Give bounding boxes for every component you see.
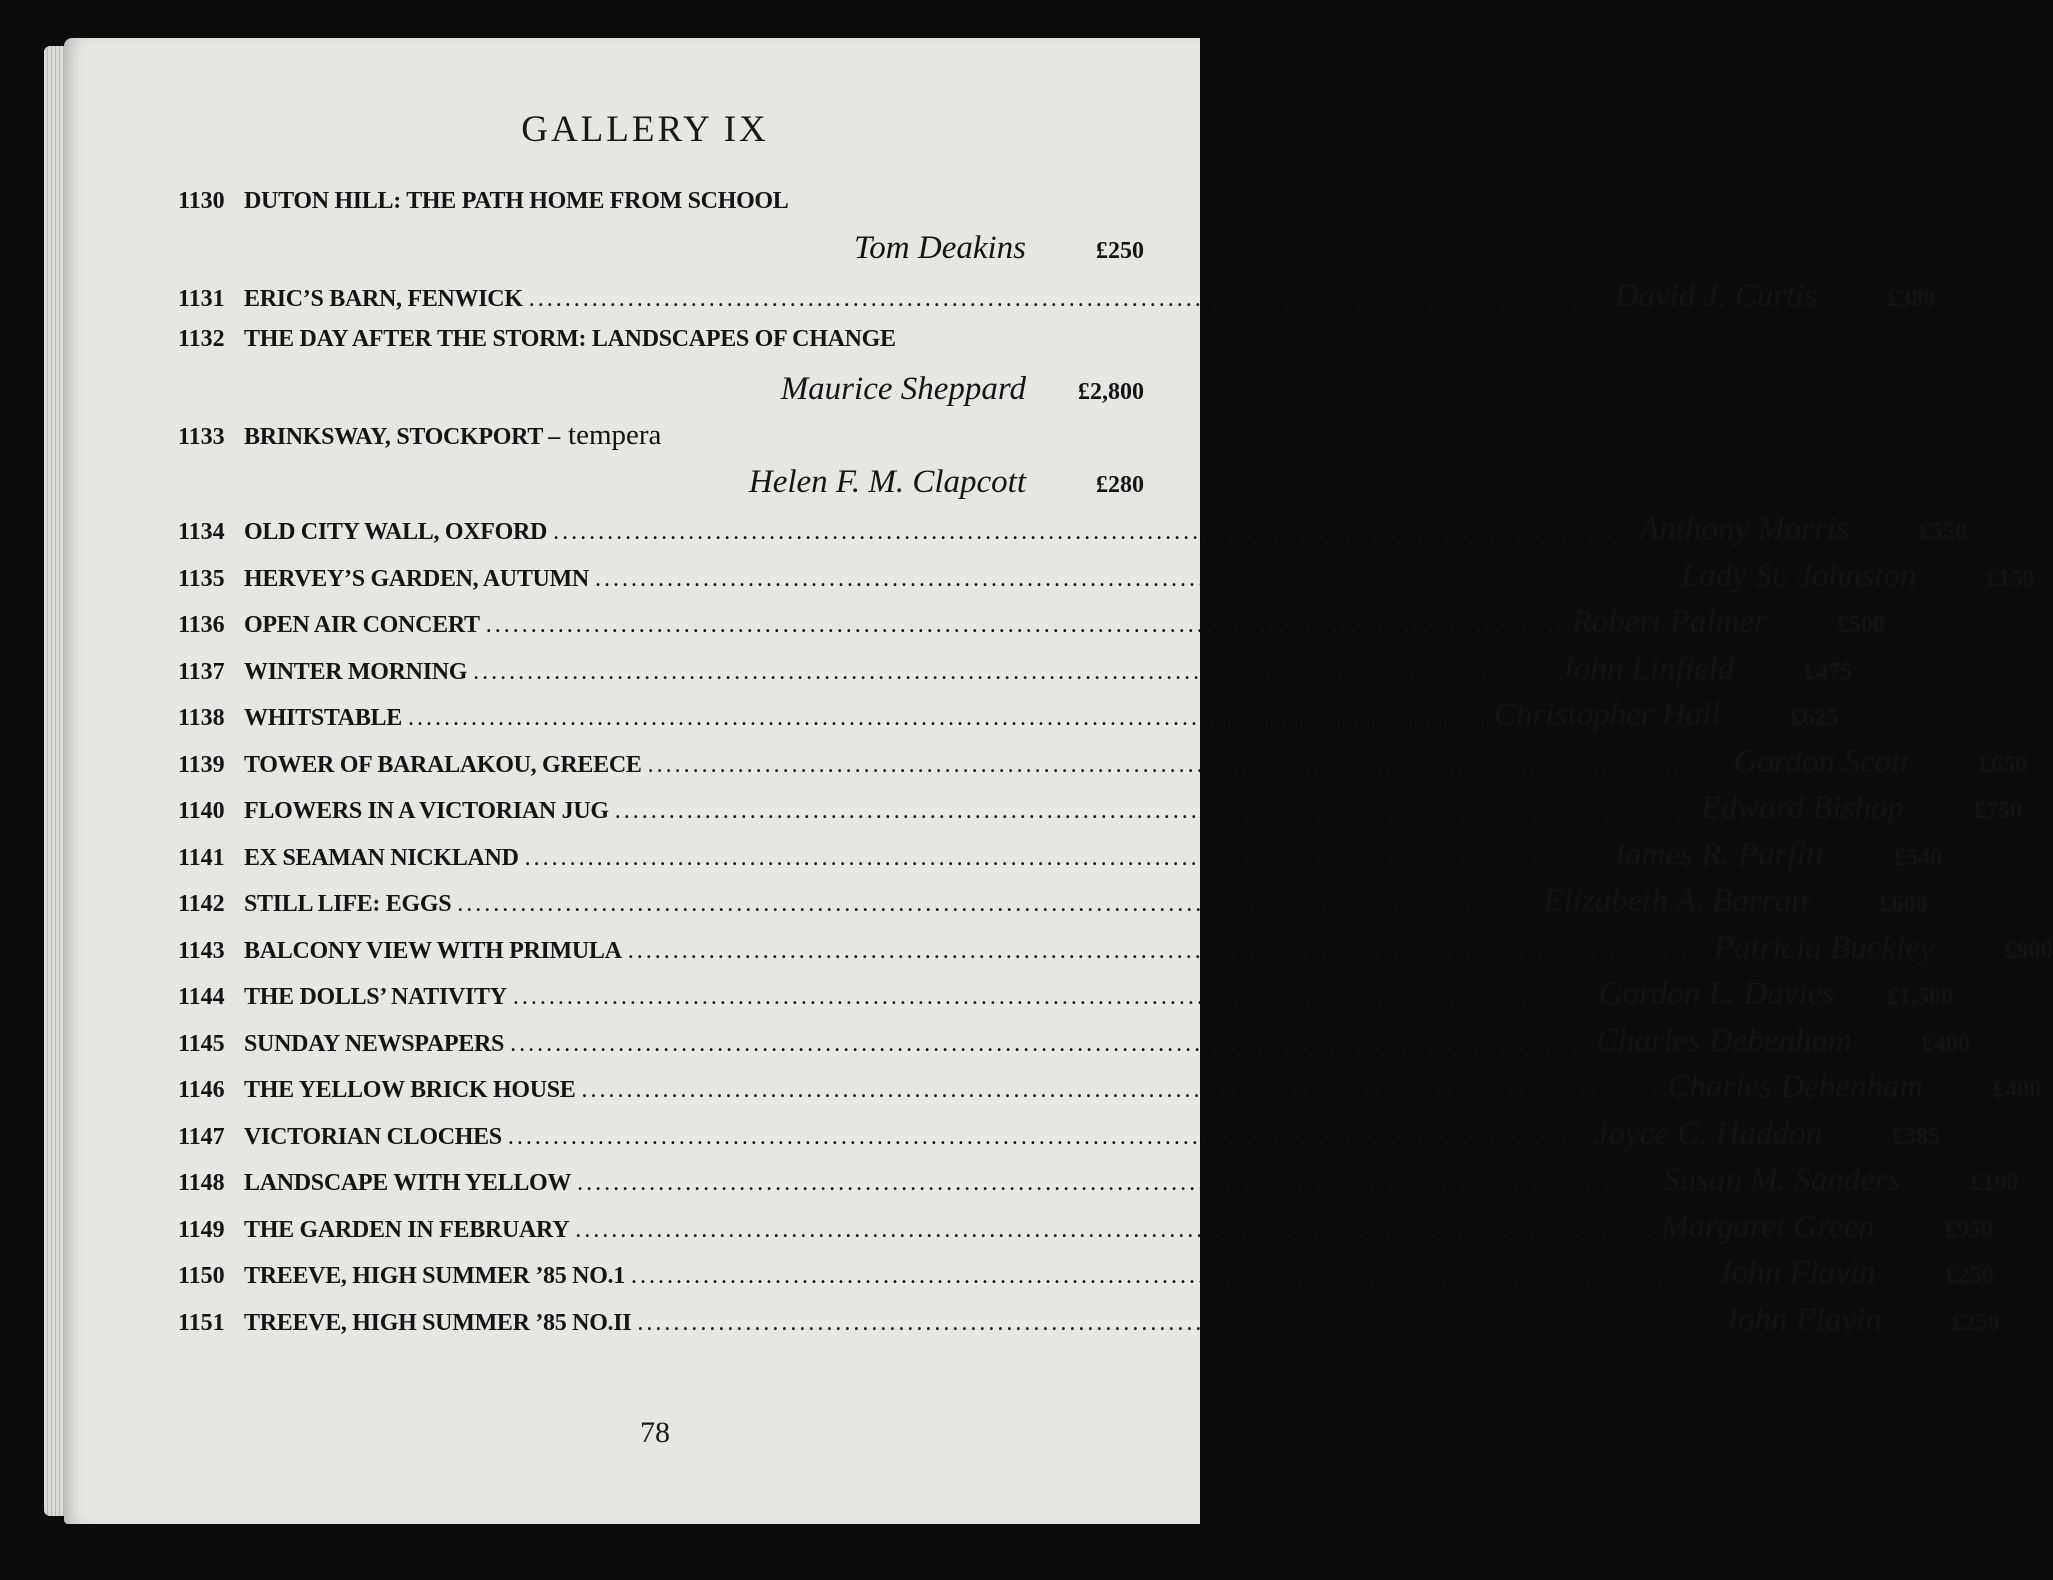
entry-title: VICTORIAN CLOCHES (244, 1123, 502, 1150)
leader-dots: ........................................................................................................................ (473, 658, 1554, 685)
leader-dots: ........................................................................................................................ (524, 844, 1605, 871)
leader-dots: ........................................................................................................................ (630, 1263, 1711, 1289)
entry-price: £900 (2004, 937, 2053, 964)
entry-price: £190 (1970, 1170, 2019, 1196)
catalogue-entry (178, 1301, 2000, 1346)
entry-number: 1144 (178, 984, 225, 1010)
entry-title: EX SEAMAN NICKLAND (244, 844, 519, 871)
entry-price: £1,500 (1887, 984, 1954, 1010)
entry-artist: Edward Bishop (1700, 790, 1904, 826)
catalogue-entry (178, 883, 1928, 927)
entry-artist: John Flavin (1723, 1301, 1882, 1338)
entry-number: 1148 (178, 1170, 225, 1196)
entry-artist: Gordon L. Davies (1598, 976, 1836, 1012)
entry-artist: John Linfield (1559, 650, 1735, 687)
entry-price: £950 (1944, 1216, 1993, 1243)
entry-artist: Margaret Green (1661, 1208, 1875, 1245)
entry-artist: Gordon Scott (1733, 743, 1910, 780)
entry-title: WHITSTABLE (244, 705, 402, 731)
entry-artist: Elizabeth A. Barratt (1543, 883, 1810, 919)
entry-price: £500 (1836, 612, 1885, 638)
catalogue-entry (178, 188, 1144, 232)
entry-number: 1139 (178, 751, 225, 778)
entry-artist: John Flavin (1716, 1255, 1876, 1291)
entry-number: 1136 (178, 612, 225, 638)
catalogue-entry (178, 697, 1839, 741)
entry-title: THE DOLLS’ NATIVITY (244, 984, 507, 1010)
gallery-heading: GALLERY IX (521, 109, 769, 150)
leader-dots: ........................................................................................................................ (637, 1309, 1718, 1336)
entry-title: ERIC’S BARN, FENWICK (244, 286, 523, 312)
leader-dots: ........................................................................................................................ (614, 798, 1695, 824)
entry-number: 1131 (178, 286, 225, 312)
entry-number: 1143 (178, 937, 225, 964)
entry-title: TREEVE, HIGH SUMMER ’85 NO.1 (244, 1263, 625, 1289)
entry-price: £385 (1892, 1123, 1941, 1150)
entry-title: THE YELLOW BRICK HOUSE (244, 1077, 576, 1103)
entry-price: £150 (1986, 565, 2035, 592)
leader-dots: ........................................................................................................................ (577, 1170, 1658, 1196)
entry-artist: Robert Palmer (1571, 604, 1767, 640)
entry-artist: Anthony Morris (1639, 511, 1849, 547)
catalogue-entry (178, 650, 1853, 695)
entry-price: £250 (1096, 238, 1144, 264)
entry-number: 1140 (178, 798, 225, 824)
leader-dots: ........................................................................................................................ (594, 565, 1675, 592)
leader-dots: ........................................................................................................................ (485, 612, 1566, 638)
entry-price: £650 (1979, 751, 2028, 778)
entry-price: £625 (1790, 705, 1839, 731)
catalogue-entry (178, 1069, 2042, 1113)
entry-number: 1137 (178, 658, 225, 685)
catalogue-entry (178, 326, 1144, 370)
entry-price: £400 (1921, 1030, 1970, 1057)
leader-dots: ........................................................................................................................ (647, 751, 1728, 778)
entry-number: 1130 (178, 188, 225, 214)
entry-artist: Susan M. Sanders (1663, 1162, 1901, 1198)
entry-title: DUTON HILL: THE PATH HOME FROM SCHOOL (244, 188, 789, 214)
entry-price: £250 (1951, 1309, 2000, 1336)
entry-title: SUNDAY NEWSPAPERS (244, 1030, 505, 1057)
entry-price: £540 (1894, 844, 1943, 871)
entry-title: THE GARDEN IN FEBRUARY (244, 1216, 570, 1243)
entry-price: £550 (1919, 519, 1967, 545)
catalogue-entry (178, 929, 2053, 974)
leader-dots: ........................................................................................................................ (512, 984, 1593, 1010)
entry-number: 1151 (178, 1309, 225, 1336)
entry-title: OPEN AIR CONCERT (244, 612, 480, 638)
entry-artist: Helen F. M. Clapcott (748, 464, 1026, 500)
entry-number: 1142 (178, 891, 225, 917)
catalogue-entry (178, 1162, 2019, 1206)
entry-number: 1146 (178, 1077, 225, 1103)
entry-artist: Lady St. Johnston (1680, 557, 1917, 594)
page-number: 78 (640, 1416, 670, 1449)
leader-dots: ........................................................................................................................ (507, 1123, 1588, 1150)
entry-price: £380 (1887, 286, 1936, 312)
entry-price: £2,800 (1078, 379, 1144, 405)
entry-artist: David J. Curtis (1614, 278, 1818, 314)
entry-price: £600 (1879, 891, 1928, 917)
catalogue-entry (178, 1208, 1993, 1253)
entry-medium: tempera (568, 419, 662, 451)
catalogue-entry (178, 511, 1967, 555)
entry-artist: Charles Debenham (1596, 1022, 1852, 1059)
entry-price: £280 (1096, 472, 1144, 498)
leader-dots: ........................................................................................................................ (457, 891, 1538, 917)
entry-title: OLD CITY WALL, OXFORD (244, 519, 548, 545)
leader-dots: ........................................................................................................................ (407, 705, 1488, 731)
entry-number: 1141 (178, 844, 225, 871)
entry-title: THE DAY AFTER THE STORM: LANDSCAPES OF CHANGE (244, 326, 896, 352)
entry-title: LANDSCAPE WITH YELLOW (244, 1170, 572, 1196)
catalogue-entry (178, 419, 1144, 463)
entry-title: WINTER MORNING (244, 658, 468, 685)
leader-dots: ........................................................................................................................ (510, 1030, 1591, 1057)
catalogue-entry (178, 1022, 1970, 1067)
entry-title: TOWER OF BARALAKOU, GREECE (244, 751, 642, 778)
catalogue-entry (178, 1255, 1994, 1299)
entry-artist: Tom Deakins (853, 230, 1026, 266)
entry-price: £400 (1993, 1077, 2042, 1103)
entry-price: £475 (1804, 658, 1853, 685)
entry-price: £750 (1973, 798, 2022, 824)
entry-number: 1135 (178, 565, 225, 592)
entry-title: BRINKSWAY, STOCKPORT – (244, 424, 561, 450)
catalogue-entry (178, 278, 1936, 322)
entry-number: 1133 (178, 424, 225, 450)
catalogue-entry (178, 976, 1954, 1020)
catalogue-entry (178, 371, 1144, 415)
entry-artist: James R. Parfitt (1610, 836, 1825, 873)
entry-title: STILL LIFE: EGGS (244, 891, 452, 917)
entry-artist: Christopher Hall (1493, 697, 1721, 733)
leader-dots: ........................................................................................................................ (553, 519, 1634, 545)
entry-number: 1147 (178, 1123, 225, 1150)
entry-price: £250 (1945, 1263, 1994, 1289)
catalogue-entry (178, 230, 1144, 274)
entry-artist: Maurice Sheppard (780, 371, 1026, 407)
entry-artist: Charles Debenham (1667, 1069, 1924, 1105)
catalogue-entry (178, 604, 1885, 648)
entry-artist: Patricia Buckley (1713, 929, 1935, 966)
leader-dots: ........................................................................................................................ (575, 1216, 1656, 1243)
entry-title: TREEVE, HIGH SUMMER ’85 NO.II (244, 1309, 632, 1336)
catalogue-entry (178, 1115, 1941, 1160)
entry-title: FLOWERS IN A VICTORIAN JUG (244, 798, 609, 824)
catalogue-entry (178, 836, 1943, 881)
entry-title: BALCONY VIEW WITH PRIMULA (244, 937, 622, 964)
catalogue-entry (178, 557, 2035, 602)
entry-number: 1132 (178, 326, 225, 352)
catalogue-entry (178, 790, 2022, 834)
entry-artist: Joyce C. Haddon (1593, 1115, 1823, 1152)
entry-number: 1145 (178, 1030, 225, 1057)
catalogue-entry (178, 743, 2028, 788)
leader-dots: ........................................................................................................................ (627, 937, 1708, 964)
catalogue-entry (178, 464, 1144, 508)
entry-title: HERVEY’S GARDEN, AUTUMN (244, 565, 589, 592)
entry-number: 1150 (178, 1263, 225, 1289)
entry-number: 1138 (178, 705, 225, 731)
entry-number: 1149 (178, 1216, 225, 1243)
entry-number: 1134 (178, 519, 225, 545)
leader-dots: ........................................................................................................................ (528, 286, 1609, 312)
leader-dots: ........................................................................................................................ (581, 1077, 1662, 1103)
